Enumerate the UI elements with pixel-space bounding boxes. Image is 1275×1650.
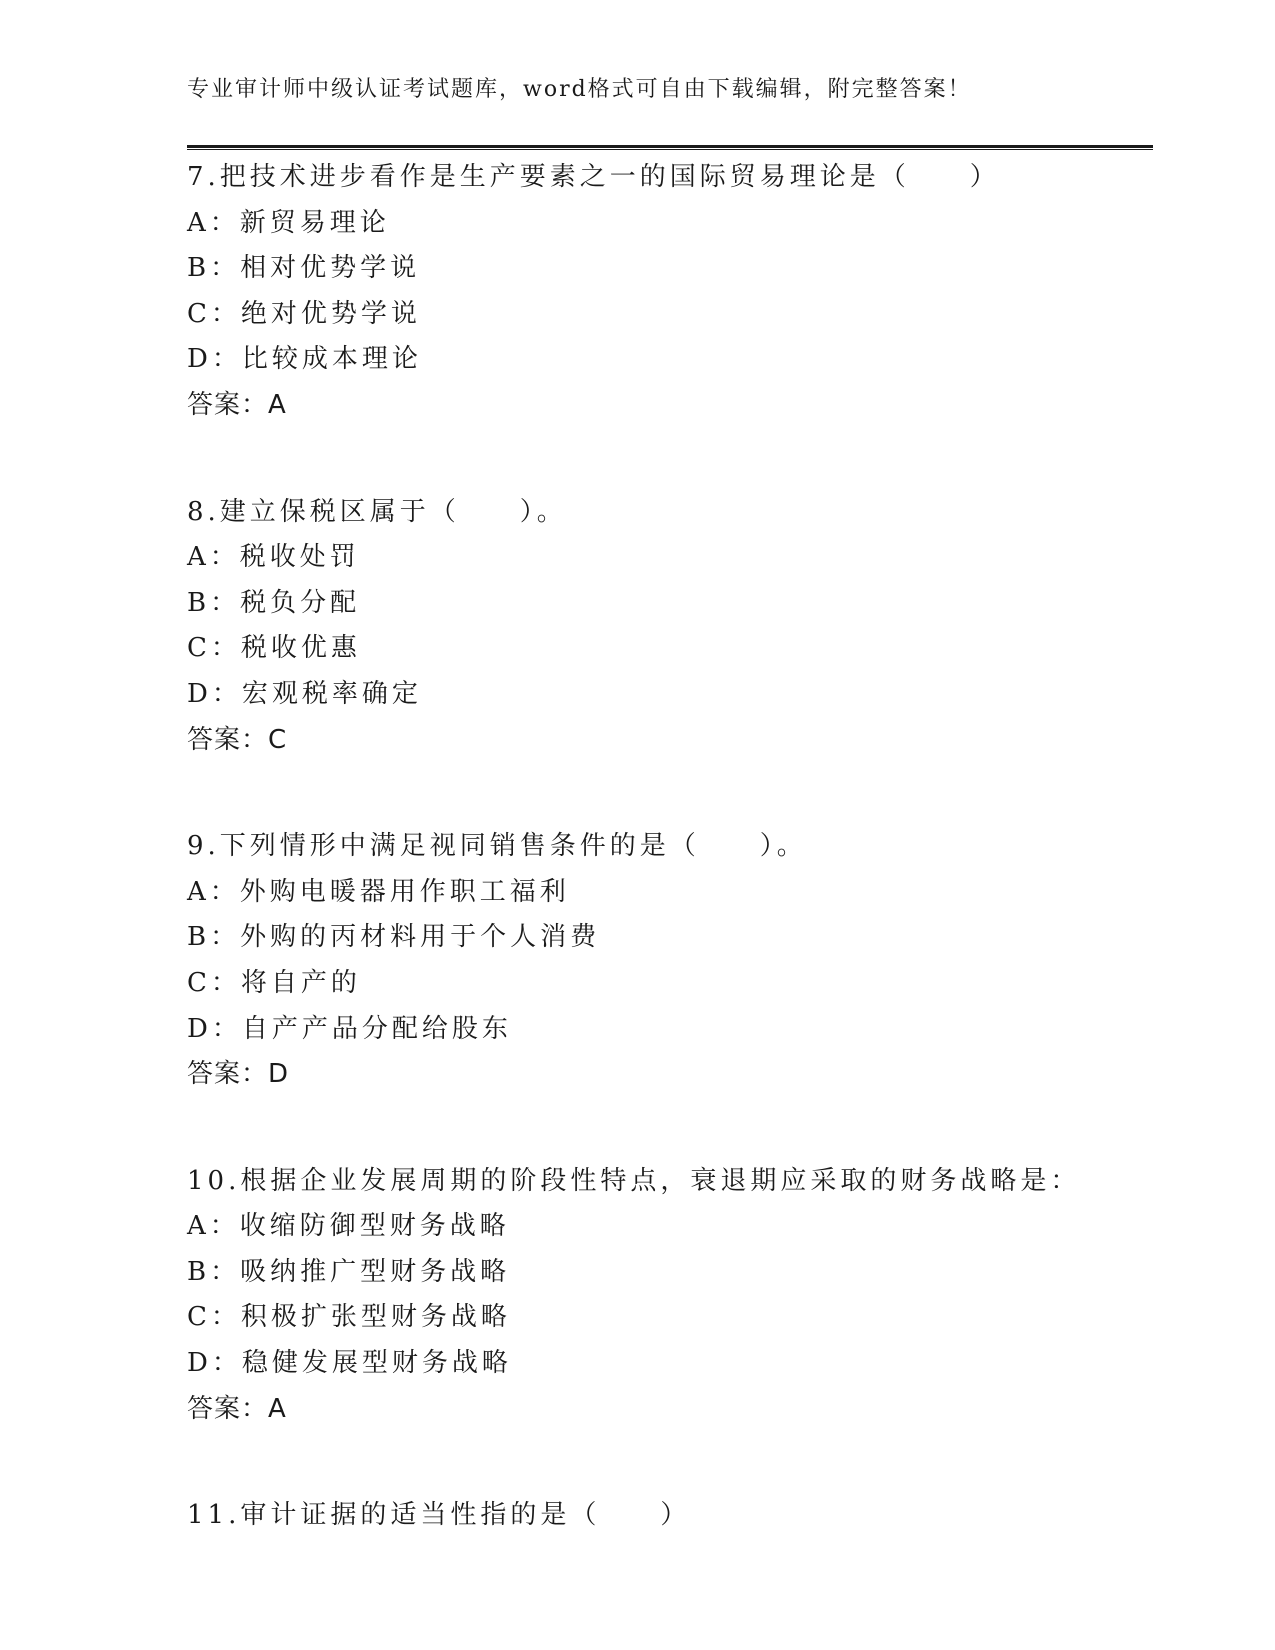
answer-line: 答案：A	[187, 389, 287, 420]
header-divider	[187, 145, 1153, 150]
option-d: D：自产产品分配给股东	[187, 1013, 512, 1044]
question-7	[187, 155, 1153, 429]
option-b: B：税负分配	[187, 587, 361, 618]
option-a: A：收缩防御型财务战略	[187, 1211, 510, 1242]
option-d: D：比较成本理论	[187, 344, 422, 375]
question-10	[187, 1159, 1153, 1433]
option-b: B：相对优势学说	[187, 253, 421, 284]
question-stem: 9.下列情形中满足视同销售条件的是（ ）。	[187, 831, 807, 862]
option-a: A：税收处罚	[187, 542, 360, 573]
question-list	[187, 155, 1153, 1600]
option-c: C：将自产的	[187, 967, 361, 998]
answer-line: 答案：D	[187, 1059, 290, 1090]
question-stem: 11.审计证据的适当性指的是（ ）	[187, 1500, 691, 1531]
question-stem: 8.建立保税区属于（ ）。	[187, 496, 567, 527]
answer-line: 答案：C	[187, 724, 288, 755]
option-b: B：吸纳推广型财务战略	[187, 1256, 511, 1287]
question-stem: 10.根据企业发展周期的阶段性特点，衰退期应采取的财务战略是：	[187, 1165, 1081, 1196]
option-a: A：新贸易理论	[187, 207, 390, 238]
option-c: C：绝对优势学说	[187, 298, 421, 329]
option-d: D：宏观税率确定	[187, 678, 422, 709]
option-c: C：积极扩张型财务战略	[187, 1302, 511, 1333]
answer-line: 答案：A	[187, 1393, 287, 1424]
question-11	[187, 1493, 1153, 1539]
question-stem: 7.把技术进步看作是生产要素之一的国际贸易理论是（ ）	[187, 162, 1000, 192]
question-8	[187, 490, 1153, 764]
option-b: B：外购的丙材料用于个人消费	[187, 922, 601, 953]
option-d: D：稳健发展型财务战略	[187, 1348, 512, 1379]
option-c: C：税收优惠	[187, 633, 361, 664]
page-header: 专业审计师中级认证考试题库，word格式可自由下载编辑，附完整答案！	[187, 77, 972, 102]
option-a: A：外购电暖器用作职工福利	[187, 876, 570, 907]
question-9	[187, 824, 1153, 1098]
